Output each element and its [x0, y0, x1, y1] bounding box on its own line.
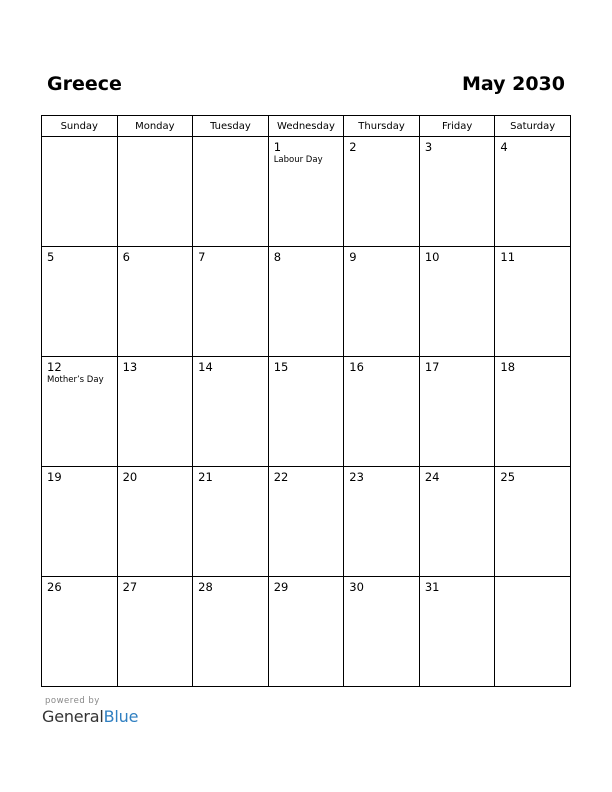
week-row [42, 357, 571, 467]
day-number: 23 [349, 470, 364, 484]
day-number: 6 [122, 250, 130, 264]
calendar-grid [41, 115, 571, 687]
day-cell [419, 137, 495, 247]
day-cell [344, 247, 420, 357]
holiday-label: Mother’s Day [47, 375, 104, 385]
weekday-header: Saturday [495, 116, 571, 137]
weekday-header: Sunday [42, 116, 118, 137]
day-cell [117, 577, 193, 687]
day-cell [42, 577, 118, 687]
day-number: 27 [122, 580, 138, 594]
day-number: 5 [47, 250, 55, 264]
holiday-label: Labour Day [273, 155, 323, 165]
day-number: 21 [198, 470, 213, 484]
day-cell [117, 247, 193, 357]
day-number: 16 [349, 360, 364, 374]
day-number: 4 [500, 140, 508, 154]
day-cell [268, 137, 344, 247]
day-cell [495, 247, 571, 357]
day-number: 19 [47, 470, 62, 484]
day-number: 2 [349, 140, 357, 154]
weekday-header: Friday [419, 116, 495, 137]
day-number: 8 [273, 250, 282, 264]
day-cell [193, 247, 269, 357]
day-cell [495, 137, 571, 247]
logo-blue-text: Blue [103, 707, 139, 726]
day-number: 11 [500, 250, 516, 264]
day-number: 28 [198, 580, 213, 594]
week-row [42, 137, 571, 247]
day-number: 7 [198, 250, 206, 264]
day-number: 29 [273, 580, 289, 594]
week-row [42, 577, 571, 687]
day-cell [42, 357, 118, 467]
day-number: 15 [273, 360, 289, 374]
weekday-header-row [42, 116, 571, 137]
day-number: 26 [47, 580, 62, 594]
day-number: 31 [424, 580, 440, 594]
day-number: 30 [349, 580, 364, 594]
day-cell [42, 247, 118, 357]
day-cell [419, 467, 495, 577]
day-cell [193, 357, 269, 467]
day-cell [495, 467, 571, 577]
weekday-header: Tuesday [193, 116, 269, 137]
day-number: 10 [424, 250, 440, 264]
day-cell [42, 137, 118, 247]
week-row [42, 247, 571, 357]
powered-by-label: powered by [45, 696, 100, 706]
day-cell [117, 357, 193, 467]
footer-branding [42, 696, 138, 727]
day-cell [344, 467, 420, 577]
day-cell [193, 467, 269, 577]
day-cell [117, 467, 193, 577]
day-number: 9 [349, 250, 357, 264]
day-number: 14 [198, 360, 213, 374]
weekday-header: Monday [117, 116, 193, 137]
day-number: 1 [273, 140, 282, 154]
day-number: 12 [47, 360, 62, 374]
day-number: 13 [122, 360, 138, 374]
day-cell [419, 247, 495, 357]
day-number: 24 [424, 470, 440, 484]
week-row [42, 467, 571, 577]
logo-general-text: General [42, 707, 104, 726]
day-cell [344, 137, 420, 247]
generalblue-logo [42, 707, 138, 727]
day-cell [419, 357, 495, 467]
day-cell [117, 137, 193, 247]
day-cell [268, 357, 344, 467]
day-number: 20 [122, 470, 138, 484]
day-cell [268, 467, 344, 577]
day-cell [42, 467, 118, 577]
day-number: 25 [500, 470, 516, 484]
day-number: 17 [424, 360, 440, 374]
day-cell [268, 577, 344, 687]
weekday-header: Wednesday [268, 116, 344, 137]
day-number: 22 [273, 470, 289, 484]
day-cell [495, 357, 571, 467]
day-cell [268, 247, 344, 357]
day-cell [193, 577, 269, 687]
day-cell [419, 577, 495, 687]
day-cell [193, 137, 269, 247]
weekday-header: Thursday [344, 116, 420, 137]
day-number: 3 [424, 140, 433, 154]
day-cell [344, 357, 420, 467]
country-title: Greece [47, 73, 122, 95]
month-title: May 2030 [461, 73, 565, 95]
day-cell [495, 577, 571, 687]
day-cell [344, 577, 420, 687]
day-number: 18 [500, 360, 516, 374]
